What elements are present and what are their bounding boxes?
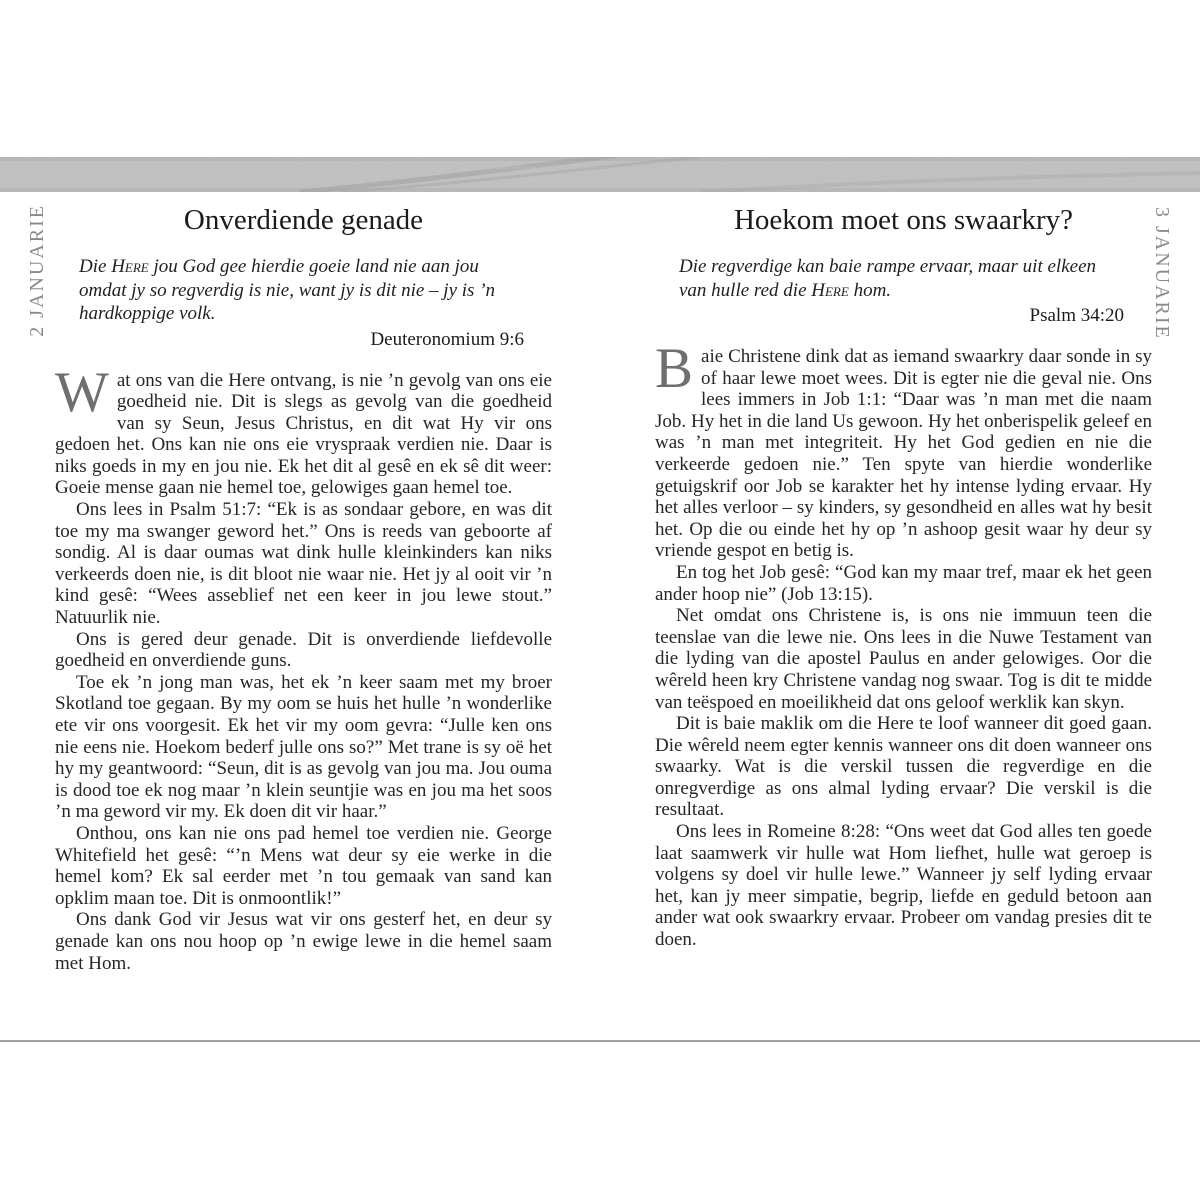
paragraph: Baie Christene dink dat as iemand swaarkry daar sonde in sy of haar lewe moet wees. Dit is egter nie die geval nie. Ons lees immers in Job 1:1: “Daar was ’n man met die naam Job. Hy het in die land Us gewoon. Hy het onberispelik geleef en was ’n man met integriteit. Hy het God gedien en nie die verkeerde gedoen nie.” Ten spyte van hierdie wonderlike getuigskrif oor Job se karakter het hy intense lyding ervaar. Hy het alles verloor – sy kinders, sy gesondheid en alles wat hy besit het. Op die ou einde het hy op ’n ashoop gesit waar hy deur sy vriende gespot en betig is. [655,337,1152,562]
page-title: Hoekom moet ons swaarkry? [733,204,1074,236]
page-title: Onverdiende genade [183,204,424,236]
paragraph: Dit is baie maklik om die Here te loof wanneer dit goed gaan. Die wêreld neem egter kennis wanneer ons dit doen wanneer ons swaarky. Wat is die verskil tussen die regverdige en die onregverdige as ons almal lyding ervaar? Die verskil is die resultaat. [655,713,1152,821]
devotional-body [655,337,1152,951]
drop-cap: W [55,360,109,424]
paragraph: Ons dank God vir Jesus wat vir ons gesterf het, en deur sy genade kan ons nou hoop op ’n ewige lewe in die hemel saam met Hom. [55,909,552,974]
paragraph: Ons lees in Romeine 8:28: “Ons weet dat God alles ten goede laat saamwerk vir hulle wat Hom liefhet, hulle wat geroep is volgens sy doel vir hulle lewe.” Wanneer jy self lyding ervaar het, kan jy meer simpatie, begrip, liefde en geduld betoon aan ander wat ook swaarkry ervaar. Probeer om vandag presies dit te doen. [655,821,1152,951]
scripture-reference: Psalm 34:20 [1029,305,1124,326]
paragraph: Toe ek ’n jong man was, het ek ’n keer saam met my broer Skotland toe gegaan. By my oom se huis het hulle ’n wonderlike ete vir ons voorgesit. Ek het vir my oom gevra: “Julle ken ons nie eens nie. Hoekom bederf julle ons so?” Met trane is sy oë het hy my geantwoord: “Seun, dit is as gevolg van jou ma. Jou ouma is dood toe ek nog maar ’n klein seuntjie was en jou ma het soos ’n ma geword vir my. Ek doen dit vir haar.” [55,671,552,823]
paragraph: Net omdat ons Christene is, is ons nie immuun teen die teenslae van die lewe nie. Ons lees in die Nuwe Testament van die lyding van die apostel Paulus en ander gelowiges. Oor die wêreld heen kry Christene vandag nog swaar. Tog is dit te midde van teëspoed en moeilikheid dat ons geloof werklik kan skyn. [655,605,1152,713]
page-right [655,202,1152,951]
date-label-right: 3 JANUARIE [1151,207,1173,340]
paragraph: En tog het Job gesê: “God kan my maar tref, maar ek het geen ander hoop nie” (Job 13:15). [655,561,1152,605]
paragraph: Wat ons van die Here ontvang, is nie ’n gevolg van ons eie goedheid nie. Dit is slegs as gevolg van die goedheid van sy Seun, Jesus Christus, en dit wat Hy vir ons gedoen het. Ons kan nie ons eie vryspraak verdien nie. Daar is niks goeds in my en jou nie. Ek het dit al gesê en ek sê dit weer: Goeie mense gaan nie hemel toe, gelowiges gaan hemel toe. [55,360,552,499]
paragraph: Ons is gered deur genade. Dit is onverdiende liefdevolle goedheid en onverdiende guns. [55,628,552,672]
drop-cap: B [655,337,694,400]
texture-banner-graphic [0,157,1200,192]
page-left [55,202,552,974]
texture-banner [0,157,1200,192]
scripture-reference: Deuteronomium 9:6 [370,328,524,350]
paragraph: Ons lees in Psalm 51:7: “Ek is as sondaar gebore, en was dit toe my ma swanger geword het.” Ons is reeds van geboorte af sondig. Al is daar oumas wat dink hulle kleinkinders kan niks verkeerds doen nie, is dit bloot nie waar nie. Het jy al ooit vir ’n kind gesê: “Wees asseblief net een keer in jou lewe stout.” Natuurlik nie. [55,499,552,629]
scripture-quote: Die Here jou God gee hierdie goeie land nie aan jou omdat jy so regverdig is nie, want jy is dit nie – jy is ’n hardkoppige volk. [79,256,496,324]
scripture-quote: Die regverdige kan baie rampe ervaar, maar uit elkeen van hulle red die Here hom. [679,256,1096,301]
divine-name-smallcaps: Here [811,279,849,301]
footer-rule [0,1040,1200,1042]
paragraph: Onthou, ons kan nie ons pad hemel toe verdien nie. George Whitefield het gesê: “’n Mens wat deur sy eie werke in die hemel kom? Ek sal eerder met ’n tou gemaak van sand kan opklim maan toe. Dit is onmoontlik!” [55,822,552,909]
divine-name-smallcaps: Here [111,256,149,277]
devotional-body [55,360,552,975]
date-label-left: 2 JANUARIE [26,204,48,337]
